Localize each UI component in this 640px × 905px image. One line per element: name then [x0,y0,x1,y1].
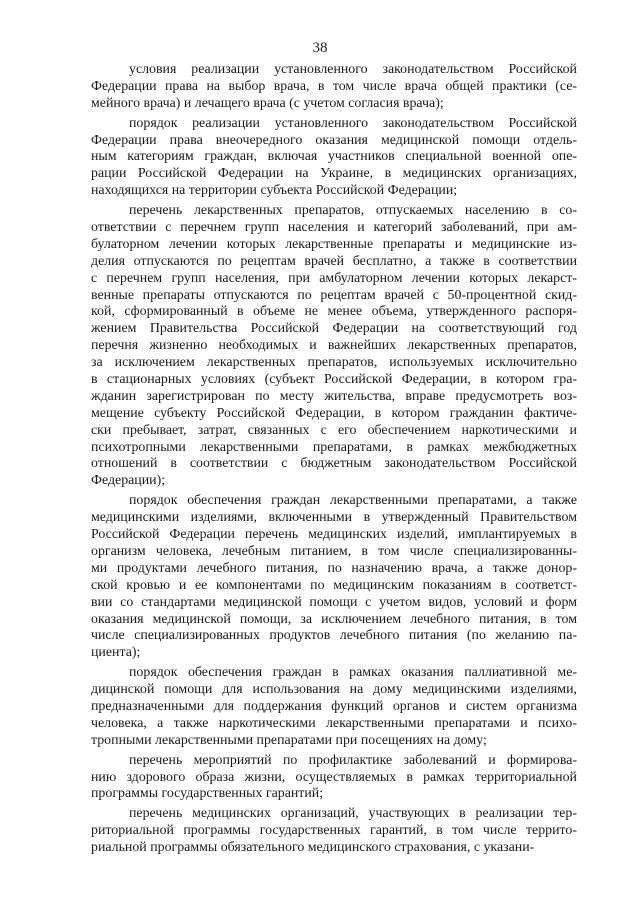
text-line: ской кровью и ее компонентами по медицинским показаниям в соответст- [91,577,577,593]
text-line: нию здорового образа жизни, осуществляемых в рамках территориальной [91,769,577,785]
text-line: жданин зарегистрирован по месту жительства, вправе предусмотреть воз- [91,388,577,404]
text-line: рации Российской Федерации на Украине, в медицинских организациях, [91,166,577,182]
text-line: мейного врача) и лечащего врача (с учетом согласия врача); [91,95,444,111]
text-line: медицинскими изделиями, включенными в утвержденный Правительством [91,510,577,526]
text-line: Федерации права на выбор врача, в том числе врача общей практики (се- [91,78,577,94]
text-line: в стационарных условиях (субъект Российской Федерации, в котором гра- [91,372,577,388]
paragraph [91,62,577,113]
text-line: Федерации); [91,473,166,489]
text-line: отношений в соответствии с бюджетным законодательством Российской [91,456,577,472]
text-line: ми продуктами лечебного питания, по назначению врача, а также донор- [91,560,577,576]
text-line: числе специализированных продуктов лечебного питания (по желанию па- [91,628,577,644]
paragraph [91,203,577,490]
text-line: порядок обеспечения граждан лекарственными препаратами, а также [129,493,577,509]
text-line: делия отпускаются по рецептам врачей бесплатно, а также в соответствии [91,253,577,269]
text-line: риториальной программы государственных гарантий, в том числе террито- [91,823,577,839]
paragraph [91,665,577,749]
text-line: ски пребывает, затрат, связанных с его обеспечением наркотическими и [91,422,577,438]
text-line: циента); [91,645,141,661]
document-body [91,62,577,857]
text-line: тропными лекарственными препаратами при посещениях на дому; [91,732,487,748]
text-line: Российской Федерации перечень медицинских изделий, имплантируемых в [91,527,577,543]
text-line: вии со стандартами медицинской помощи с учетом видов, условий и форм [91,594,577,610]
text-line: перечень медицинских организаций, участвующих в реализации тер- [129,806,577,822]
page-number: 38 [312,40,328,56]
text-line: оказания медицинской помощи, за исключением лечебного питания, в том [91,611,577,627]
text-line: условия реализации установленного законодательством Российской [129,62,577,77]
text-line: перечень мероприятий по профилактике заболеваний и формирова- [129,752,577,768]
text-line: организм человека, лечебным питанием, в том числе специализированны- [91,543,577,559]
text-line: ответствии с перечнем групп населения и категорий заболеваний, при ам- [91,220,577,236]
paragraph [91,493,577,662]
text-line: перечень лекарственных препаратов, отпускаемых населению в со- [129,203,577,219]
paragraph [91,116,577,200]
text-line: с перечнем групп населения, при амбулаторном лечении которых лекарст- [91,270,577,286]
text-line: перечня жизненно необходимых и важнейших лекарственных препаратов, [91,338,577,354]
text-line: предназначенными для поддержания функций органов и систем организма [91,698,577,714]
text-line: венные препараты отпускаются по рецептам врачей с 50-процентной скид- [91,287,577,303]
text-line: булаторном лечении которых лекарственные препараты и медицинские из- [91,236,577,252]
text-line: жением Правительства Российской Федерации на соответствующий год [91,321,577,337]
text-line: человека, а также наркотическими лекарственными препаратами и психо- [91,715,577,731]
paragraph [91,753,577,804]
text-line: кой, сформированный в объеме не менее объема, утвержденного распоря- [91,304,577,320]
text-line: находящихся на территории субъекта Российской Федерации; [91,183,458,199]
text-line: мещение субъекту Российской Федерации, в котором гражданин фактиче- [91,405,577,421]
text-line: порядок реализации установленного законодательством Российской [129,115,577,131]
paragraph [91,806,577,857]
text-line: Федерации права внеочередного оказания медицинской помощи отдель- [91,132,577,148]
text-line: дицинской помощи для использования на дому медицинскими изделиями, [91,682,577,698]
text-line: программы государственных гарантий; [91,786,324,802]
text-line: ным категориям граждан, включая участников специальной военной опе- [91,149,577,165]
text-line: за исключением лекарственных препаратов, используемых исключительно [91,355,577,371]
text-line: порядок обеспечения граждан в рамках оказания паллиативной ме- [129,665,577,681]
text-line: психотропными лекарственными препаратами, в рамках межбюджетных [91,439,577,455]
text-line: риальной программы обязательного медицинского страхования, с указани- [91,840,535,856]
